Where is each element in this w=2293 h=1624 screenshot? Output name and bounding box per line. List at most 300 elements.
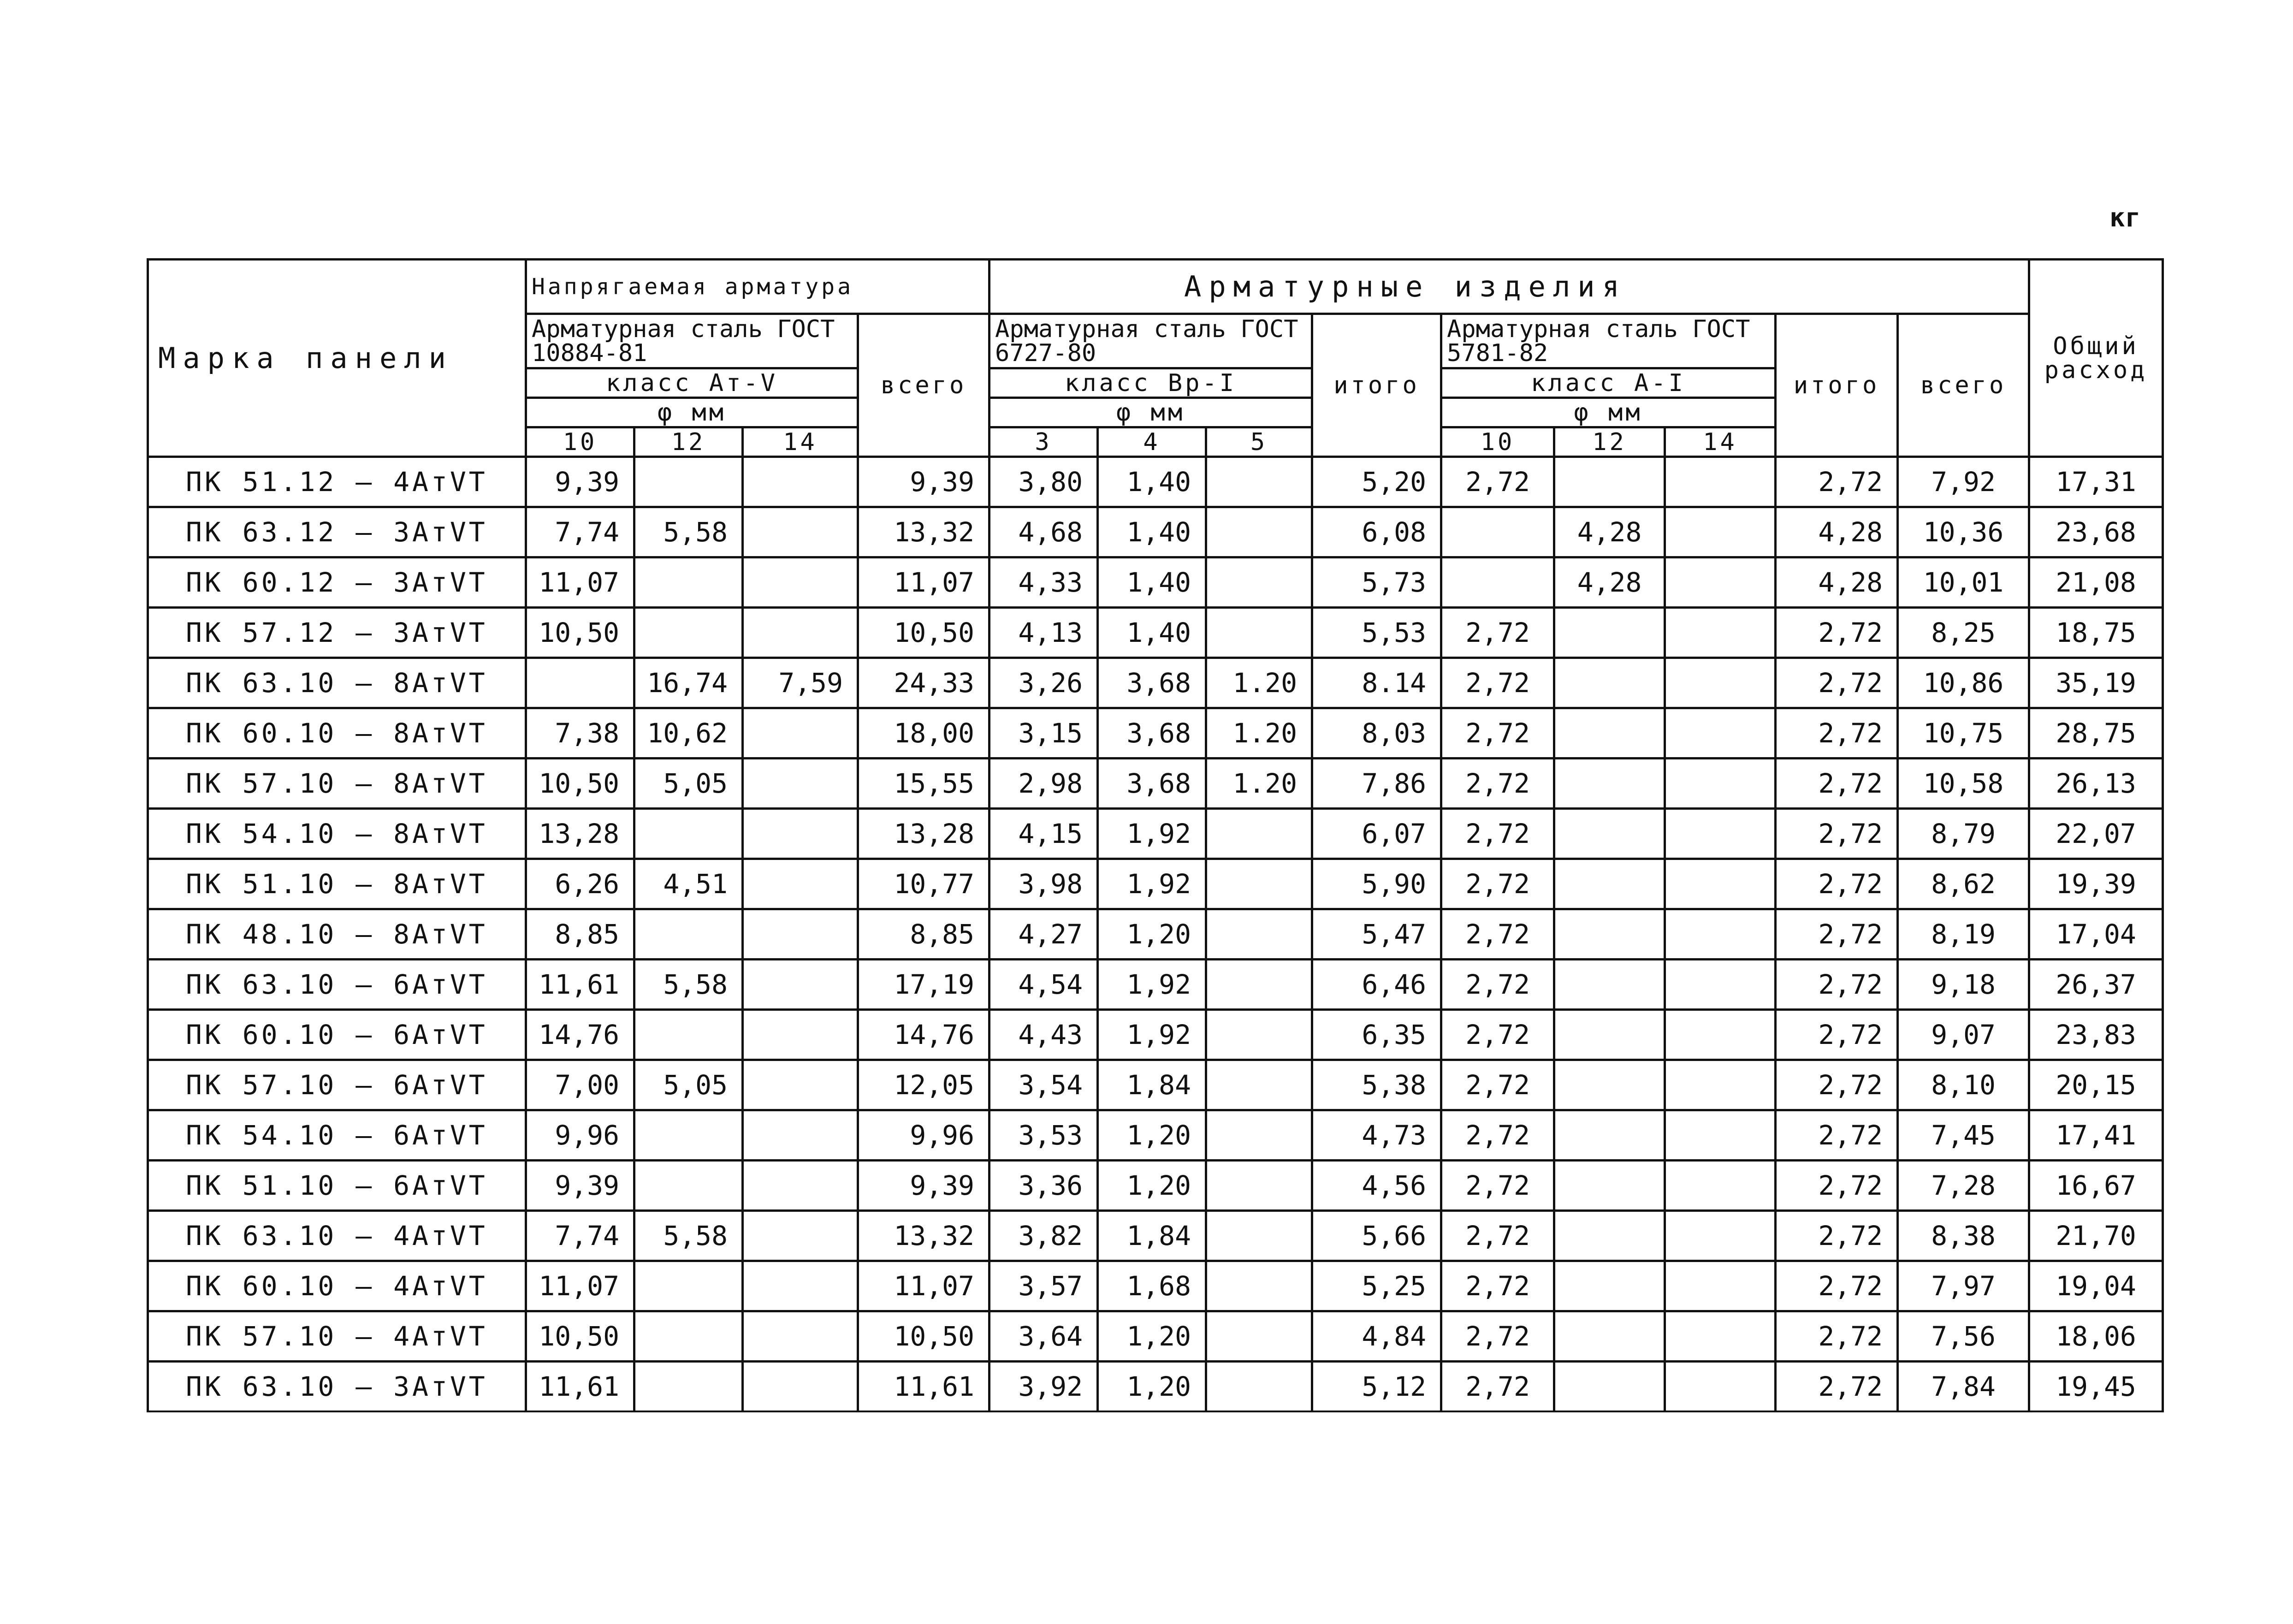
cell-itogo1: 5,20 [1312, 457, 1441, 507]
cell-mark: ПК 57.12 – 3АтVТ [148, 608, 526, 658]
cell-a10: 7,00 [526, 1060, 634, 1110]
cell-c10 [1441, 507, 1554, 557]
cell-c12 [1554, 859, 1665, 909]
cell-itogo2: 2,72 [1776, 708, 1898, 759]
header-d14: 14 [743, 427, 858, 457]
table-row [148, 1110, 2163, 1161]
table-row [148, 859, 2163, 909]
cell-itogo1: 5,38 [1312, 1060, 1441, 1110]
cell-a10: 13,28 [526, 809, 634, 859]
cell-total: 18,06 [2029, 1311, 2163, 1362]
cell-total: 19,04 [2029, 1261, 2163, 1311]
cell-itogo2: 2,72 [1776, 1110, 1898, 1161]
cell-b5 [1206, 859, 1312, 909]
cell-c12 [1554, 1060, 1665, 1110]
cell-mark: ПК 60.12 – 3АтVТ [148, 557, 526, 608]
cell-b3: 4,13 [989, 608, 1098, 658]
cell-c10 [1441, 557, 1554, 608]
cell-b3: 3,98 [989, 859, 1098, 909]
cell-itogo2: 2,72 [1776, 608, 1898, 658]
header-phi-1: φ мм [526, 398, 858, 427]
cell-c12 [1554, 608, 1665, 658]
cell-b5: 1.20 [1206, 708, 1312, 759]
cell-a10: 9,39 [526, 1161, 634, 1211]
cell-b5 [1206, 1261, 1312, 1311]
table-row [148, 909, 2163, 960]
cell-b5 [1206, 809, 1312, 859]
cell-mark: ПК 63.12 – 3АтVТ [148, 507, 526, 557]
cell-vsego2: 10,58 [1898, 759, 2029, 809]
cell-c10: 2,72 [1441, 457, 1554, 507]
header-class-atv: класс Ат-V [526, 368, 858, 398]
cell-b3: 3,64 [989, 1311, 1098, 1362]
cell-b5 [1206, 457, 1312, 507]
header-phi-3: φ мм [1441, 398, 1776, 427]
cell-c12 [1554, 1110, 1665, 1161]
cell-a14 [743, 1060, 858, 1110]
cell-c14 [1665, 1362, 1776, 1412]
cell-vsego: 13,28 [858, 809, 989, 859]
cell-c10: 2,72 [1441, 859, 1554, 909]
cell-itogo1: 5,66 [1312, 1211, 1441, 1261]
cell-b3: 3,54 [989, 1060, 1098, 1110]
cell-itogo2: 2,72 [1776, 809, 1898, 859]
header-e10: 10 [1441, 427, 1554, 457]
cell-a10: 11,61 [526, 1362, 634, 1412]
cell-mark: ПК 63.10 – 6АтVТ [148, 960, 526, 1010]
cell-vsego2: 10,01 [1898, 557, 2029, 608]
cell-c14 [1665, 1010, 1776, 1060]
cell-c14 [1665, 1311, 1776, 1362]
cell-vsego: 10,50 [858, 1311, 989, 1362]
cell-b4: 1,20 [1098, 1110, 1206, 1161]
cell-vsego2: 7,84 [1898, 1362, 2029, 1412]
cell-a14 [743, 1261, 858, 1311]
cell-itogo2: 2,72 [1776, 1060, 1898, 1110]
cell-c12 [1554, 1261, 1665, 1311]
cell-itogo1: 5,12 [1312, 1362, 1441, 1412]
cell-vsego: 9,39 [858, 457, 989, 507]
table-row [148, 457, 2163, 507]
cell-mark: ПК 48.10 – 8АтVТ [148, 909, 526, 960]
cell-vsego2: 8,62 [1898, 859, 2029, 909]
table-row [148, 1161, 2163, 1211]
cell-itogo1: 5,47 [1312, 909, 1441, 960]
cell-b5 [1206, 909, 1312, 960]
cell-itogo1: 8,03 [1312, 708, 1441, 759]
cell-b4: 1,20 [1098, 1311, 1206, 1362]
cell-a14 [743, 909, 858, 960]
cell-total: 19,39 [2029, 859, 2163, 909]
cell-vsego: 11,61 [858, 1362, 989, 1412]
unit-label: кг [2109, 203, 2141, 233]
cell-c12: 4,28 [1554, 507, 1665, 557]
cell-a12: 5,58 [634, 960, 743, 1010]
header-steel-10884: Арматурная сталь ГОСТ 10884-81 [526, 314, 858, 368]
cell-mark: ПК 54.10 – 8АтVТ [148, 809, 526, 859]
table-row [148, 708, 2163, 759]
cell-c10: 2,72 [1441, 1110, 1554, 1161]
cell-itogo2: 2,72 [1776, 1261, 1898, 1311]
cell-itogo2: 2,72 [1776, 1161, 1898, 1211]
cell-itogo2: 2,72 [1776, 1010, 1898, 1060]
cell-b3: 3,82 [989, 1211, 1098, 1261]
header-mark: Марка панели [148, 260, 526, 457]
cell-a14 [743, 1311, 858, 1362]
cell-itogo2: 2,72 [1776, 658, 1898, 708]
cell-a12 [634, 1010, 743, 1060]
cell-total: 23,83 [2029, 1010, 2163, 1060]
cell-a10: 10,50 [526, 759, 634, 809]
cell-c12 [1554, 1161, 1665, 1211]
cell-vsego2: 9,07 [1898, 1010, 2029, 1060]
cell-b4: 1,68 [1098, 1261, 1206, 1311]
cell-b4: 1,40 [1098, 557, 1206, 608]
cell-a12 [634, 608, 743, 658]
cell-vsego2: 7,97 [1898, 1261, 2029, 1311]
header-steel-5781: Арматурная сталь ГОСТ 5781-82 [1441, 314, 1776, 368]
cell-vsego2: 10,36 [1898, 507, 2029, 557]
cell-b3: 3,92 [989, 1362, 1098, 1412]
cell-itogo1: 5,73 [1312, 557, 1441, 608]
cell-b3: 3,53 [989, 1110, 1098, 1161]
cell-c10: 2,72 [1441, 608, 1554, 658]
cell-mark: ПК 57.10 – 4АтVТ [148, 1311, 526, 1362]
cell-b3: 4,33 [989, 557, 1098, 608]
cell-a14 [743, 1010, 858, 1060]
cell-a12 [634, 809, 743, 859]
cell-b3: 4,54 [989, 960, 1098, 1010]
cell-itogo1: 5,25 [1312, 1261, 1441, 1311]
header-class-bpi: класс Вр-I [989, 368, 1312, 398]
cell-vsego: 15,55 [858, 759, 989, 809]
cell-vsego2: 9,18 [1898, 960, 2029, 1010]
cell-c14 [1665, 557, 1776, 608]
cell-b3: 3,57 [989, 1261, 1098, 1311]
cell-b4: 1,92 [1098, 960, 1206, 1010]
cell-b5 [1206, 557, 1312, 608]
cell-b4: 1,84 [1098, 1211, 1206, 1261]
cell-total: 21,08 [2029, 557, 2163, 608]
cell-mark: ПК 60.10 – 8АтVТ [148, 708, 526, 759]
cell-b3: 3,36 [989, 1161, 1098, 1211]
cell-b3: 2,98 [989, 759, 1098, 809]
cell-a10: 14,76 [526, 1010, 634, 1060]
cell-vsego2: 8,79 [1898, 809, 2029, 859]
header-d3: 3 [989, 427, 1098, 457]
cell-c14 [1665, 608, 1776, 658]
cell-a14 [743, 859, 858, 909]
cell-total: 18,75 [2029, 608, 2163, 658]
table-row [148, 759, 2163, 809]
cell-a14: 7,59 [743, 658, 858, 708]
table-row [148, 658, 2163, 708]
cell-vsego2: 7,92 [1898, 457, 2029, 507]
cell-itogo2: 2,72 [1776, 1311, 1898, 1362]
cell-b5: 1.20 [1206, 658, 1312, 708]
cell-c10: 2,72 [1441, 759, 1554, 809]
cell-a10: 11,61 [526, 960, 634, 1010]
cell-total: 21,70 [2029, 1211, 2163, 1261]
header-e14: 14 [1665, 427, 1776, 457]
cell-a12 [634, 457, 743, 507]
header-e12: 12 [1554, 427, 1665, 457]
cell-itogo1: 4,73 [1312, 1110, 1441, 1161]
cell-c10: 2,72 [1441, 809, 1554, 859]
cell-b3: 4,43 [989, 1010, 1098, 1060]
cell-c12 [1554, 960, 1665, 1010]
cell-b5 [1206, 1362, 1312, 1412]
cell-b4: 1,20 [1098, 1362, 1206, 1412]
cell-vsego: 8,85 [858, 909, 989, 960]
cell-a10: 10,50 [526, 608, 634, 658]
cell-vsego: 11,07 [858, 557, 989, 608]
cell-c10: 2,72 [1441, 1010, 1554, 1060]
cell-c14 [1665, 759, 1776, 809]
header-steel-6727: Арматурная сталь ГОСТ 6727-80 [989, 314, 1312, 368]
cell-c10: 2,72 [1441, 909, 1554, 960]
cell-total: 19,45 [2029, 1362, 2163, 1412]
cell-c14 [1665, 457, 1776, 507]
cell-b4: 1,84 [1098, 1060, 1206, 1110]
cell-c12 [1554, 1311, 1665, 1362]
header-phi-2: φ мм [989, 398, 1312, 427]
header-general: Общий расход [2029, 260, 2163, 457]
cell-itogo1: 8.14 [1312, 658, 1441, 708]
cell-itogo2: 2,72 [1776, 457, 1898, 507]
cell-a12 [634, 557, 743, 608]
cell-itogo2: 2,72 [1776, 960, 1898, 1010]
header-d10: 10 [526, 427, 634, 457]
cell-a12 [634, 1261, 743, 1311]
cell-vsego2: 7,28 [1898, 1161, 2029, 1211]
cell-b4: 1,40 [1098, 507, 1206, 557]
cell-a12: 5,58 [634, 1211, 743, 1261]
cell-vsego: 9,96 [858, 1110, 989, 1161]
table-body [148, 457, 2163, 1412]
cell-vsego: 9,39 [858, 1161, 989, 1211]
cell-c14 [1665, 1110, 1776, 1161]
cell-a12: 5,05 [634, 1060, 743, 1110]
cell-vsego2: 8,19 [1898, 909, 2029, 960]
cell-b4: 1,40 [1098, 608, 1206, 658]
cell-b3: 4,27 [989, 909, 1098, 960]
cell-vsego: 17,19 [858, 960, 989, 1010]
reinforcement-table [147, 258, 2164, 1412]
cell-b3: 4,68 [989, 507, 1098, 557]
cell-mark: ПК 57.10 – 6АтVТ [148, 1060, 526, 1110]
cell-a10: 10,50 [526, 1311, 634, 1362]
cell-vsego2: 10,75 [1898, 708, 2029, 759]
cell-itogo1: 4,84 [1312, 1311, 1441, 1362]
cell-a14 [743, 1211, 858, 1261]
cell-vsego2: 8,38 [1898, 1211, 2029, 1261]
header-total2: всего [1898, 314, 2029, 457]
table-row [148, 809, 2163, 859]
cell-vsego2: 7,56 [1898, 1311, 2029, 1362]
table-row [148, 1261, 2163, 1311]
cell-b5 [1206, 960, 1312, 1010]
cell-vsego2: 10,86 [1898, 658, 2029, 708]
cell-a12 [634, 1161, 743, 1211]
cell-c10: 2,72 [1441, 960, 1554, 1010]
cell-a14 [743, 1161, 858, 1211]
cell-c12 [1554, 759, 1665, 809]
cell-a14 [743, 608, 858, 658]
cell-itogo2: 4,28 [1776, 557, 1898, 608]
cell-b4: 3,68 [1098, 759, 1206, 809]
cell-total: 16,67 [2029, 1161, 2163, 1211]
cell-c14 [1665, 809, 1776, 859]
cell-b5 [1206, 1161, 1312, 1211]
cell-a10: 6,26 [526, 859, 634, 909]
cell-b4: 1,20 [1098, 909, 1206, 960]
cell-itogo1: 6,35 [1312, 1010, 1441, 1060]
cell-a14 [743, 457, 858, 507]
cell-vsego: 11,07 [858, 1261, 989, 1311]
header-total: всего [858, 314, 989, 457]
cell-itogo1: 7,86 [1312, 759, 1441, 809]
cell-a10: 7,38 [526, 708, 634, 759]
cell-a12 [634, 1311, 743, 1362]
cell-c10: 2,72 [1441, 1362, 1554, 1412]
header-prestressed: Напрягаемая арматура [526, 260, 989, 314]
cell-c12 [1554, 457, 1665, 507]
cell-b5 [1206, 1311, 1312, 1362]
cell-c14 [1665, 1261, 1776, 1311]
header-products: Арматурные изделия [989, 260, 2029, 314]
cell-total: 26,13 [2029, 759, 2163, 809]
cell-c14 [1665, 859, 1776, 909]
cell-c14 [1665, 960, 1776, 1010]
cell-a10: 11,07 [526, 557, 634, 608]
cell-c14 [1665, 507, 1776, 557]
cell-vsego: 13,32 [858, 507, 989, 557]
cell-b3: 4,15 [989, 809, 1098, 859]
cell-itogo2: 2,72 [1776, 1362, 1898, 1412]
cell-itogo1: 5,90 [1312, 859, 1441, 909]
cell-b4: 1,92 [1098, 859, 1206, 909]
cell-itogo1: 6,46 [1312, 960, 1441, 1010]
cell-mark: ПК 57.10 – 8АтVТ [148, 759, 526, 809]
cell-total: 20,15 [2029, 1060, 2163, 1110]
cell-vsego: 18,00 [858, 708, 989, 759]
cell-vsego: 10,77 [858, 859, 989, 909]
cell-b5 [1206, 507, 1312, 557]
cell-a12 [634, 909, 743, 960]
cell-a12: 16,74 [634, 658, 743, 708]
cell-c12 [1554, 708, 1665, 759]
cell-vsego: 10,50 [858, 608, 989, 658]
cell-a12 [634, 1362, 743, 1412]
cell-total: 26,37 [2029, 960, 2163, 1010]
cell-c14 [1665, 708, 1776, 759]
cell-total: 35,19 [2029, 658, 2163, 708]
cell-c12: 4,28 [1554, 557, 1665, 608]
cell-mark: ПК 63.10 – 3АтVТ [148, 1362, 526, 1412]
table-row [148, 960, 2163, 1010]
cell-mark: ПК 54.10 – 6АтVТ [148, 1110, 526, 1161]
cell-b5: 1.20 [1206, 759, 1312, 809]
cell-c14 [1665, 909, 1776, 960]
cell-a10: 7,74 [526, 507, 634, 557]
cell-a12: 4,51 [634, 859, 743, 909]
cell-mark: ПК 63.10 – 8АтVТ [148, 658, 526, 708]
cell-vsego: 13,32 [858, 1211, 989, 1261]
cell-a10 [526, 658, 634, 708]
table-row [148, 507, 2163, 557]
cell-c14 [1665, 1211, 1776, 1261]
cell-c10: 2,72 [1441, 1060, 1554, 1110]
table-row [148, 1362, 2163, 1412]
cell-a10: 7,74 [526, 1211, 634, 1261]
header-d4: 4 [1098, 427, 1206, 457]
cell-a12: 5,05 [634, 759, 743, 809]
cell-itogo2: 2,72 [1776, 759, 1898, 809]
cell-total: 23,68 [2029, 507, 2163, 557]
cell-a10: 8,85 [526, 909, 634, 960]
cell-c10: 2,72 [1441, 1211, 1554, 1261]
cell-c10: 2,72 [1441, 658, 1554, 708]
cell-c10: 2,72 [1441, 1311, 1554, 1362]
cell-total: 17,41 [2029, 1110, 2163, 1161]
cell-b4: 1,92 [1098, 809, 1206, 859]
cell-mark: ПК 63.10 – 4АтVТ [148, 1211, 526, 1261]
header-d5: 5 [1206, 427, 1312, 457]
cell-itogo1: 6,08 [1312, 507, 1441, 557]
cell-b5 [1206, 608, 1312, 658]
header-itogo1: итого [1312, 314, 1441, 457]
cell-a14 [743, 960, 858, 1010]
cell-c12 [1554, 1211, 1665, 1261]
cell-vsego: 24,33 [858, 658, 989, 708]
cell-mark: ПК 60.10 – 4АтVТ [148, 1261, 526, 1311]
cell-c12 [1554, 1362, 1665, 1412]
cell-a14 [743, 1110, 858, 1161]
cell-itogo1: 6,07 [1312, 809, 1441, 859]
cell-a14 [743, 557, 858, 608]
cell-itogo2: 2,72 [1776, 1211, 1898, 1261]
cell-vsego2: 8,25 [1898, 608, 2029, 658]
table-row [148, 557, 2163, 608]
table-row [148, 1211, 2163, 1261]
cell-itogo1: 5,53 [1312, 608, 1441, 658]
cell-a14 [743, 1362, 858, 1412]
cell-itogo2: 4,28 [1776, 507, 1898, 557]
cell-c10: 2,72 [1441, 708, 1554, 759]
cell-b5 [1206, 1211, 1312, 1261]
cell-c14 [1665, 1161, 1776, 1211]
header-itogo2: итого [1776, 314, 1898, 457]
table-row [148, 1060, 2163, 1110]
cell-c14 [1665, 658, 1776, 708]
cell-b5 [1206, 1010, 1312, 1060]
cell-a14 [743, 809, 858, 859]
cell-total: 17,04 [2029, 909, 2163, 960]
cell-a14 [743, 759, 858, 809]
cell-c12 [1554, 1010, 1665, 1060]
cell-b4: 3,68 [1098, 658, 1206, 708]
cell-b5 [1206, 1110, 1312, 1161]
cell-mark: ПК 51.12 – 4АтVТ [148, 457, 526, 507]
cell-total: 17,31 [2029, 457, 2163, 507]
table-row [148, 1311, 2163, 1362]
cell-b3: 3,26 [989, 658, 1098, 708]
cell-itogo2: 2,72 [1776, 859, 1898, 909]
table-row [148, 608, 2163, 658]
cell-b5 [1206, 1060, 1312, 1110]
cell-itogo2: 2,72 [1776, 909, 1898, 960]
